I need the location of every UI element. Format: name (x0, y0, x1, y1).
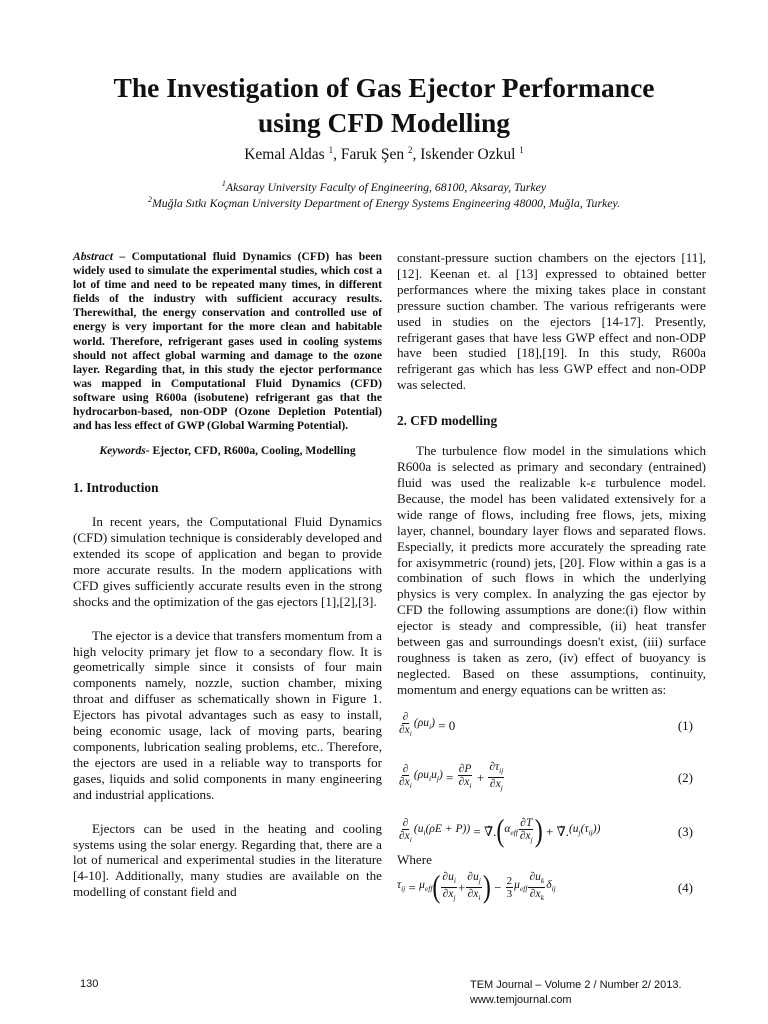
left-column (73, 250, 382, 900)
equation-number: (1) (677, 717, 693, 733)
equation-energy (397, 812, 706, 852)
paragraph-gap (73, 803, 382, 821)
equation-continuity (397, 706, 706, 746)
body-paragraph: Ejectors can be used in the heating and cooling systems using the solar energy. Regarding that, there are a lot of numerical and experimental studies in the literature [4-10]. Additionally, many studies are available on the modelling of constant field and (73, 820, 382, 900)
equation-body: $\frac{\partial}{\partial x_i}$ $(\rho u_iu_j)$ = $\frac{\partial P}{\partial x_i}$ + $\frac{\partial\tau_{ij}}{\partial x_j}$ (399, 761, 504, 793)
keywords-lead: Keywords- (99, 444, 150, 458)
equation-body: $\frac{\partial}{\partial x_i}$ $(u_i(\rho E + P))$ = ∇̃. ( $\alpha_{eff}$ $\frac{\partial T}{\partial x_j}$ ) + ∇̃. $(u_j(\tau_{ij}))$ (399, 814, 601, 849)
equation-number: (2) (677, 769, 693, 785)
equation-momentum (397, 758, 706, 798)
equation-number: (3) (677, 823, 693, 839)
body-paragraph: The turbulence flow model in the simulations which R600a is selected as primary and secondary (entrained) fluid was used the realizable k-ε turbulence model. Because, the model has been validated extensively for a wide range of flows, including free flows, jets, mixing layer, channel, boundary layer flows and separated flows. Especially, it predicts more accurately the spreading rate for axisymmetric (round) jets, [20]. Flow within a gas is a combination of such flows in which the underlying physics is very complex. In analyzing the gas ejector by CFD the following assumptions are done:(i) flow within ejector is steady and compressible, (ii) heat transfer between gas and surroundings doesn't exist, (iii) surface roughness is taken as zero, (iv) effect of buoyancy is neglected. Based on these assumptions, continuity, momentum and energy equations can be written as: (397, 443, 706, 697)
keywords-text: Ejector, CFD, R600a, Cooling, Modelling (149, 444, 356, 458)
title-line-1: The Investigation of Gas Ejector Performance (113, 72, 655, 103)
author-name: Iskender Ozkul (420, 146, 516, 163)
equation-number: (4) (677, 879, 693, 895)
abstract-text: – Computational fluid Dynamics (CFD) has been widely used to simulate the experimental studies, which cost a lot of time and need to be repeated many times, in different fields of the industry with sufficient accuracy results. Therewithal, the energy conservation and controlled use of energy is very important for the more clean and habitable world. Therefore, refrigerant gases used in cooling systems should not affect global warming and damage to the ozone layer. Regarding that, in this study the ejector performance was mapped in Computational Fluid Dynamics (CFD) software using R600a (isobutene) refrigerant gas that the hydrocarbon-based, non-ODP (Ozone Depletion Potential) and has less effect of GWP (Global Warming Potential). (73, 250, 382, 433)
where-label: Where (397, 851, 432, 867)
abstract-lead: Abstract (73, 250, 113, 263)
journal-footer (470, 978, 682, 1008)
body-paragraph: The ejector is a device that transfers momentum from a high velocity primary jet flow to a secondary flow. It is geometrically simple since it consists of four main components namely, nozzle, suction chamber, mixing throat and diffuser as schematically shown in Figure 1. Ejectors has pivotal advantages such as easy to install, being economic usage, lack of moving parts, bearing components, lubrication sealing problems, etc.. Therefore, the ejectors are used in a reliable way to transports for gases, liquids and solid components in many engineering and industrial applications. (73, 627, 382, 802)
author-name: Faruk Şen (340, 146, 405, 163)
author-affiliation-mark: 1 (519, 145, 524, 155)
author-list: Kemal Aldas $^1$, Faruk Şen $^2$, Iskender Ozkul $^1$ (244, 145, 524, 163)
author-name: Kemal Aldas (244, 146, 325, 163)
equation-body: $\tau_{ij}$ = $\mu_{eff}$ ( $\frac{\partial u_i}{\partial x_j}$ + $\frac{\partial u_j}{\partial x_i}$ ) − $\frac{2}{3}$ $\mu_{eff}$ $\frac{\partial u_k}{\partial x_k}$ $\delta_{ij}$ (397, 870, 556, 905)
journal-citation: TEM Journal – Volume 2 / Number 2/ 2013. (470, 979, 682, 991)
title-line-2: using CFD Modelling (257, 107, 511, 138)
keywords (73, 444, 382, 458)
author-affiliation-mark: 1 (328, 145, 334, 155)
body-paragraph: In recent years, the Computational Fluid Dynamics (CFD) simulation technique is considerably developed and extended its scope of application and began to provide more accurate results. In the modern applications with CFD gives sufficiently accurate results even in the strong shocks and the optimization of the gas ejectors [1],[2],[3]. (73, 514, 382, 609)
affiliation-text: Muğla Sıtkı Koçman University Department of Energy Systems Engineering 48000, Muğla, Turkey. (151, 196, 621, 210)
paper-title (60, 70, 708, 140)
section-heading-introduction: 1. Introduction (73, 480, 159, 496)
affiliation-2 (60, 192, 708, 211)
body-paragraph: constant-pressure suction chambers on the ejectors [11], [12]. Keenan et. al [13] expressed to obtained better performances where the mixing takes place in constant pressure suction chamber. The various refrigerants were used in studies on the ejectors [14-17]. Presently, refrigerant gases that have less GWP effect and non-ODP have been studied [18],[19]. In this study, R600a refrigerant gas which has less GWP effect and non-ODP was selected. (397, 250, 706, 393)
equation-body: $\frac{\partial}{\partial x_i}$ $(\rho u_i)$ = 0 (399, 711, 456, 739)
author-affiliation-mark: 2 (408, 145, 413, 155)
affiliation-mark: 2 (147, 195, 152, 204)
equation-stress-tensor (397, 868, 706, 908)
abstract (73, 250, 382, 433)
section-heading-cfd-modelling: 2. CFD modelling (397, 413, 498, 429)
page-number: 130 (80, 978, 99, 990)
affiliation-mark: 1 (221, 179, 226, 188)
paragraph-gap (73, 610, 382, 628)
affiliation-text: Aksaray University Faculty of Engineering, 68100, Aksaray, Turkey (225, 180, 547, 194)
journal-website: www.temjournal.com (470, 994, 572, 1006)
right-column (397, 250, 706, 908)
